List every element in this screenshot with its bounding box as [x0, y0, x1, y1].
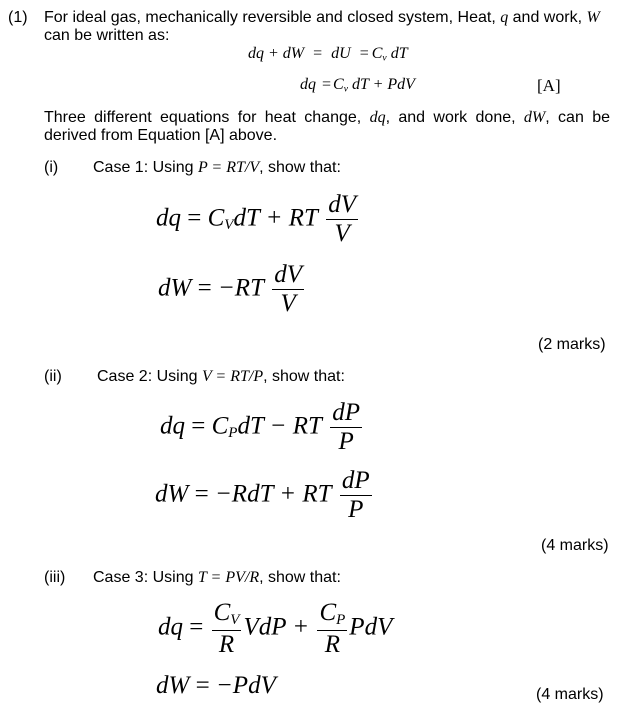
lhs: dq	[160, 412, 185, 440]
eq1-equals: =	[313, 45, 323, 62]
equation-label-a: [A]	[537, 76, 561, 95]
mid: VdP +	[243, 613, 310, 641]
fraction-dv-over-v	[326, 192, 358, 248]
part-ii-prompt	[97, 367, 345, 386]
prompt-math: P = RT/V	[197, 159, 260, 176]
eq2-lhs: dq	[300, 76, 316, 93]
equals: =	[197, 274, 212, 302]
fraction-cv-over-r	[212, 600, 242, 658]
cv-sub: V	[224, 217, 234, 234]
fraction-cp-over-r	[317, 600, 347, 658]
part-iii-prompt	[93, 568, 341, 587]
para-text: , can be	[545, 109, 610, 126]
para-text: , and work done,	[385, 109, 524, 126]
part-ii-eq-heat	[160, 400, 364, 456]
paragraph-line1	[44, 108, 610, 127]
part-i-prompt	[93, 158, 341, 177]
eq2-tail: dT + PdV	[347, 76, 415, 93]
lhs: dW	[155, 480, 189, 508]
para-text: Three different equations for heat change,	[44, 109, 370, 126]
intro-text: and work,	[508, 9, 587, 26]
part-i-eq-work	[158, 262, 306, 318]
denominator: V	[280, 290, 296, 318]
denominator: R	[218, 630, 235, 658]
cp-sub: P	[336, 611, 346, 628]
numerator: dP	[330, 400, 362, 428]
lhs: dW	[156, 672, 190, 699]
eq1-cv: C	[371, 45, 383, 62]
denominator: P	[338, 428, 354, 456]
prompt-text: Case 1: Using	[93, 159, 198, 176]
cv-sub: V	[230, 611, 240, 628]
eq2-equals: =	[322, 76, 332, 93]
equals: =	[189, 613, 204, 641]
denominator: R	[324, 630, 340, 658]
eq1-lhs: dq + dW	[248, 45, 305, 62]
equals: =	[194, 480, 209, 508]
mid: dT − RT	[237, 412, 322, 440]
part-i-marks: (2 marks)	[538, 336, 606, 353]
mid: −RdT + RT	[214, 480, 332, 508]
mid: −RT	[217, 274, 264, 302]
equals: =	[195, 672, 210, 699]
part-iii-eq-heat	[158, 600, 392, 658]
lhs: dW	[158, 274, 192, 302]
question-intro-line2: can be written as:	[44, 27, 170, 44]
tail: PdV	[349, 613, 393, 641]
symbol-dq: dq	[369, 109, 386, 126]
equals: =	[187, 204, 202, 232]
eq1-mid: dU	[331, 45, 351, 62]
part-iii-label: (iii)	[44, 569, 66, 586]
eq1-rhs-tail: dT	[386, 45, 408, 62]
equation-energy-balance	[248, 45, 408, 63]
eq2-cv-sub: v	[343, 83, 348, 95]
numerator: dV	[272, 262, 304, 290]
prompt-text: Case 2: Using	[97, 368, 202, 385]
intro-text: For ideal gas, mechanically reversible and closed system, Heat,	[44, 9, 501, 26]
part-ii-eq-work	[155, 468, 374, 524]
part-ii-marks: (4 marks)	[541, 537, 609, 554]
prompt-text: , show that:	[263, 368, 345, 385]
cv: C	[213, 599, 231, 626]
mid: dT + RT	[233, 204, 318, 232]
question-number: (1)	[8, 9, 28, 26]
part-iii-eq-work	[156, 672, 276, 700]
symbol-w: W	[586, 9, 600, 26]
lhs: dq	[156, 204, 181, 232]
part-ii-label: (ii)	[44, 368, 62, 385]
prompt-text: Case 3: Using	[93, 569, 198, 586]
equation-a	[300, 76, 415, 94]
lhs: dq	[158, 613, 183, 641]
fraction-dp-over-p	[330, 400, 362, 456]
numerator: dP	[340, 468, 372, 496]
numerator	[317, 600, 347, 631]
prompt-text: , show that:	[259, 569, 341, 586]
numerator: dV	[326, 192, 358, 220]
prompt-text: , show that:	[259, 159, 341, 176]
numerator	[212, 600, 242, 631]
denominator: P	[348, 496, 364, 524]
part-iii-marks: (4 marks)	[536, 686, 604, 703]
cv: C	[207, 204, 225, 232]
fraction-dv-over-v	[272, 262, 304, 318]
paragraph-line2: derived from Equation [A] above.	[44, 127, 278, 144]
fraction-dp-over-p	[340, 468, 372, 524]
question-intro-line1	[44, 8, 600, 27]
eq2-cv: C	[333, 76, 344, 93]
prompt-math: V = RT/P	[201, 368, 264, 385]
rhs: −PdV	[215, 672, 276, 699]
symbol-q: q	[500, 9, 509, 26]
eq1-equals: =	[359, 45, 369, 62]
cp: C	[319, 599, 337, 626]
denominator: V	[334, 220, 350, 248]
prompt-math: T = PV/R	[197, 569, 260, 586]
part-i-label: (i)	[44, 159, 59, 176]
cp: C	[211, 412, 229, 440]
part-i-eq-heat	[156, 192, 360, 248]
equals: =	[191, 412, 206, 440]
cp-sub: P	[228, 425, 238, 442]
eq1-cv-sub: v	[382, 52, 387, 64]
symbol-dw: dW	[523, 109, 546, 126]
